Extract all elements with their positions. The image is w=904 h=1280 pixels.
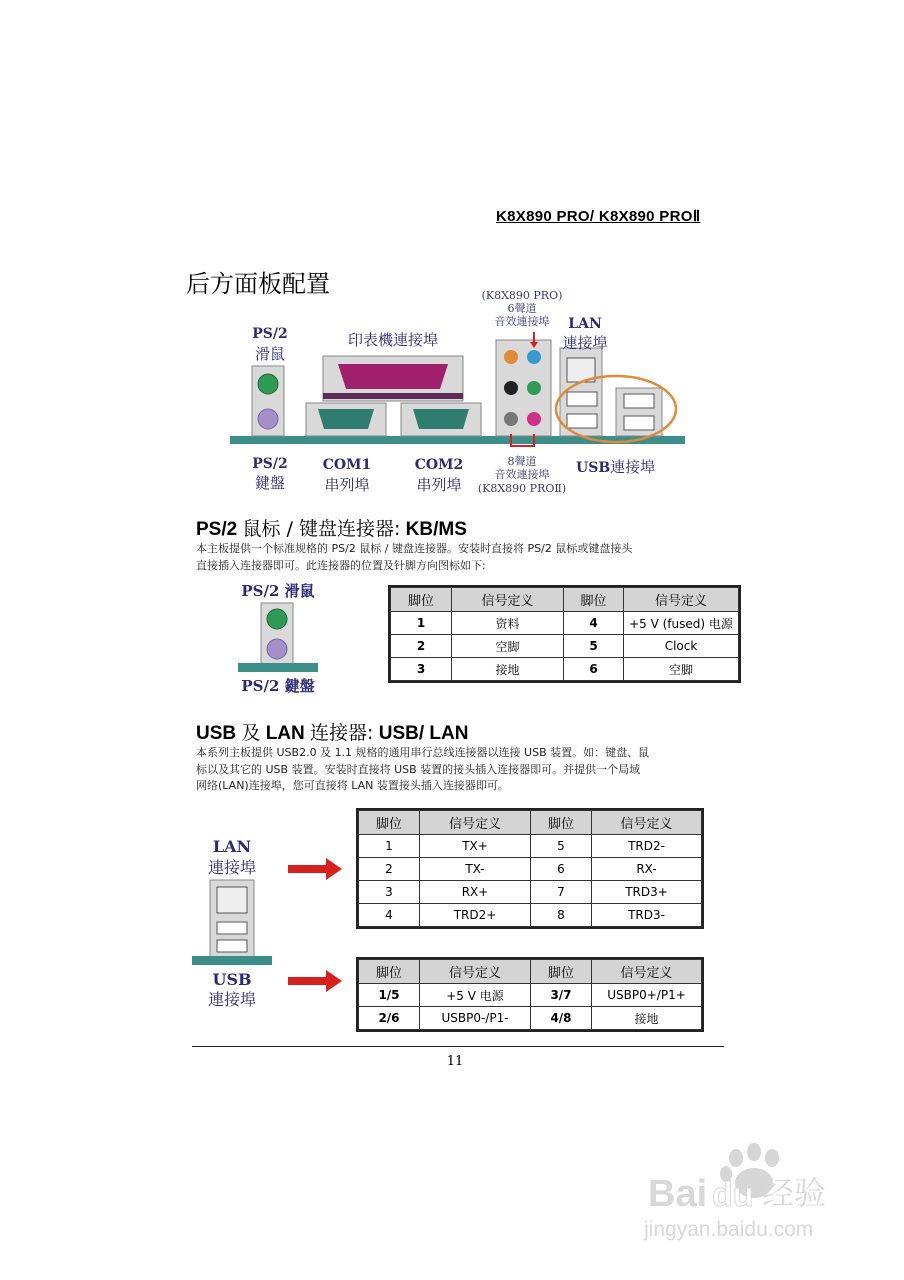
table-row: 3 RX+ 7 TRD3+ <box>359 881 702 904</box>
audio-jack-gray <box>504 412 518 426</box>
ps2-fig-mouse-port <box>267 609 287 629</box>
audio6-channels: 6聲道 <box>507 302 537 315</box>
table-row: 3 接地 6 空脚 <box>391 658 739 681</box>
printer-port <box>338 364 448 389</box>
lan-arrow-icon <box>288 858 344 880</box>
usb-port-2 <box>567 414 597 428</box>
svg-text:经验: 经验 <box>762 1174 827 1212</box>
audio6-model: (K8X890 PRO) <box>481 289 563 302</box>
table-row: 4 TRD2+ 8 TRD3- <box>359 904 702 927</box>
audio6-port-label: 音效連接埠 <box>494 315 550 328</box>
usb-title-b: LAN <box>265 723 305 744</box>
baidu-watermark-logo <box>640 1138 860 1248</box>
ps2-pin-table <box>390 587 739 681</box>
table-row: 2 TX- 6 RX- <box>359 858 702 881</box>
ps2-section-title <box>196 514 467 541</box>
lan-usb-figure <box>190 876 274 968</box>
audio-jack-blue <box>527 350 541 364</box>
ps2-fig-bottom-label: PS/2 鍵盤 <box>241 677 315 695</box>
usb-title-cjk2: 连接器: <box>310 722 374 744</box>
usb-section-title <box>196 718 468 745</box>
usb-fig-label-top: USB <box>212 970 252 989</box>
audio-jack-green <box>527 381 541 395</box>
ps2-th-pin2: 脚位 <box>564 588 624 612</box>
usb-port-4 <box>624 416 654 430</box>
usb-para-line2: 标以及其它的 USB 装置。安装时直接将 USB 装置的接头插入连接器即可。并提供一个局域 <box>196 762 641 776</box>
usb-fig-port-1 <box>217 922 247 934</box>
ps2-th-pin1: 脚位 <box>391 588 452 612</box>
com2-label-top: COM2 <box>414 457 464 473</box>
lan-fig-label-top: LAN <box>212 837 252 856</box>
usb-paragraph <box>196 745 741 795</box>
ps2-th-sig2: 信号定义 <box>624 588 739 612</box>
usb-panel-label-b: 連接埠 <box>610 458 656 476</box>
ps2-para-line1: 本主板提供一个标准规格的 PS/2 鼠标 / 键盘连接器。安装时直接将 PS/2 鼠标或键盘接头 <box>196 542 633 555</box>
lan-fig-port <box>217 887 247 913</box>
ps2-keyboard-port <box>258 409 278 429</box>
lan-th-sig2: 信号定义 <box>592 811 702 835</box>
audio8-channels: 8聲道 <box>507 455 537 468</box>
lan-label-bottom: 連接埠 <box>562 334 608 352</box>
usb-panel-label-a: USB <box>576 460 611 476</box>
usb-para-line1: 本系列主板提供 USB2.0 及 1.1 规格的通用串行总线连接器以连接 USB 装置。如：键盘、鼠 <box>196 746 650 759</box>
lan-fig-label-bottom: 連接埠 <box>207 858 256 877</box>
usb-th-pin1: 脚位 <box>359 960 420 984</box>
ps2-para-line2: 直接插入连接器即可。此连接器的位置及针脚方向图标如下: <box>196 558 486 572</box>
audio-jack-orange <box>504 350 518 364</box>
lan-label-top: LAN <box>568 316 602 332</box>
usb-pin-table <box>358 959 702 1030</box>
lan-th-pin1: 脚位 <box>359 811 420 835</box>
usb-fig-label-bottom: 連接埠 <box>207 990 256 1009</box>
ps2-mouse-label-bottom: 滑鼠 <box>254 345 285 363</box>
page-title: 后方面板配置 <box>186 270 330 298</box>
usb-th-sig2: 信号定义 <box>592 960 702 984</box>
usb-para-line3: 网络(LAN)连接埠，您可直接将 LAN 装置接头插入连接器即可。 <box>196 779 509 792</box>
table-row: 2/6 USBP0-/P1- 4/8 接地 <box>359 1007 702 1030</box>
ps2-title-b: KB/MS <box>405 519 467 540</box>
ps2-mouse-port <box>258 374 278 394</box>
usb-fig-port-2 <box>217 940 247 952</box>
usb-title-c: USB/ LAN <box>378 723 469 744</box>
table-row: 1 资料 4 +5 V (fused) 电源 <box>391 612 739 635</box>
com1-port <box>318 409 374 429</box>
ps2-title-cjk: 鼠标 / 键盘连接器: <box>242 518 401 540</box>
usb-th-pin2: 脚位 <box>531 960 592 984</box>
ps2-paragraph <box>196 541 741 574</box>
ps2-title-a: PS/2 <box>196 519 238 540</box>
usb-port-1 <box>567 392 597 406</box>
audio-jack-pink <box>527 412 541 426</box>
audio-jack-black <box>504 381 518 395</box>
com1-label-bottom: 串列埠 <box>324 476 370 494</box>
svg-text:Bai: Bai <box>648 1173 708 1215</box>
com1-label-top: COM1 <box>322 457 372 473</box>
ps2-fig-keyboard-port <box>267 639 287 659</box>
page-number: 11 <box>446 1054 464 1069</box>
table-row: 1/5 +5 V 电源 3/7 USBP0+/P1+ <box>359 984 702 1007</box>
audio8-port-label: 音效連接埠 <box>494 468 550 481</box>
audio8-model: (K8X890 PROⅡ) <box>477 482 567 495</box>
usb-th-sig1: 信号定义 <box>420 960 531 984</box>
table-row: 1 TX+ 5 TRD2- <box>359 835 702 858</box>
usb-title-cjk: 及 <box>241 722 261 744</box>
table-row: 2 空脚 5 Clock <box>391 635 739 658</box>
footer-divider <box>192 1046 724 1047</box>
usb-port-3 <box>624 394 654 408</box>
lan-th-pin2: 脚位 <box>531 811 592 835</box>
ps2-figure <box>236 598 320 678</box>
ps2-th-sig1: 信号定义 <box>452 588 564 612</box>
svg-text:du: du <box>712 1176 754 1214</box>
document-header: K8X890 PRO/ K8X890 PROⅡ <box>496 208 701 225</box>
usb-arrow-icon <box>288 970 344 992</box>
printer-label: 印表機連接埠 <box>347 331 438 349</box>
lan-pin-table <box>358 810 702 927</box>
usb-panel-label <box>576 456 676 477</box>
com2-port <box>413 409 469 429</box>
ps2-mouse-label-top: PS/2 <box>252 326 288 342</box>
ps2-fig-top-label: PS/2 滑鼠 <box>241 582 315 600</box>
ps2-kb-label-top: PS/2 <box>252 456 288 472</box>
svg-text:jingyan.baidu.com: jingyan.baidu.com <box>644 1218 814 1241</box>
com2-label-bottom: 串列埠 <box>416 476 462 494</box>
lan-th-sig1: 信号定义 <box>420 811 531 835</box>
ps2-kb-label-bottom: 鍵盤 <box>254 474 285 492</box>
usb-title-a: USB <box>196 723 237 744</box>
